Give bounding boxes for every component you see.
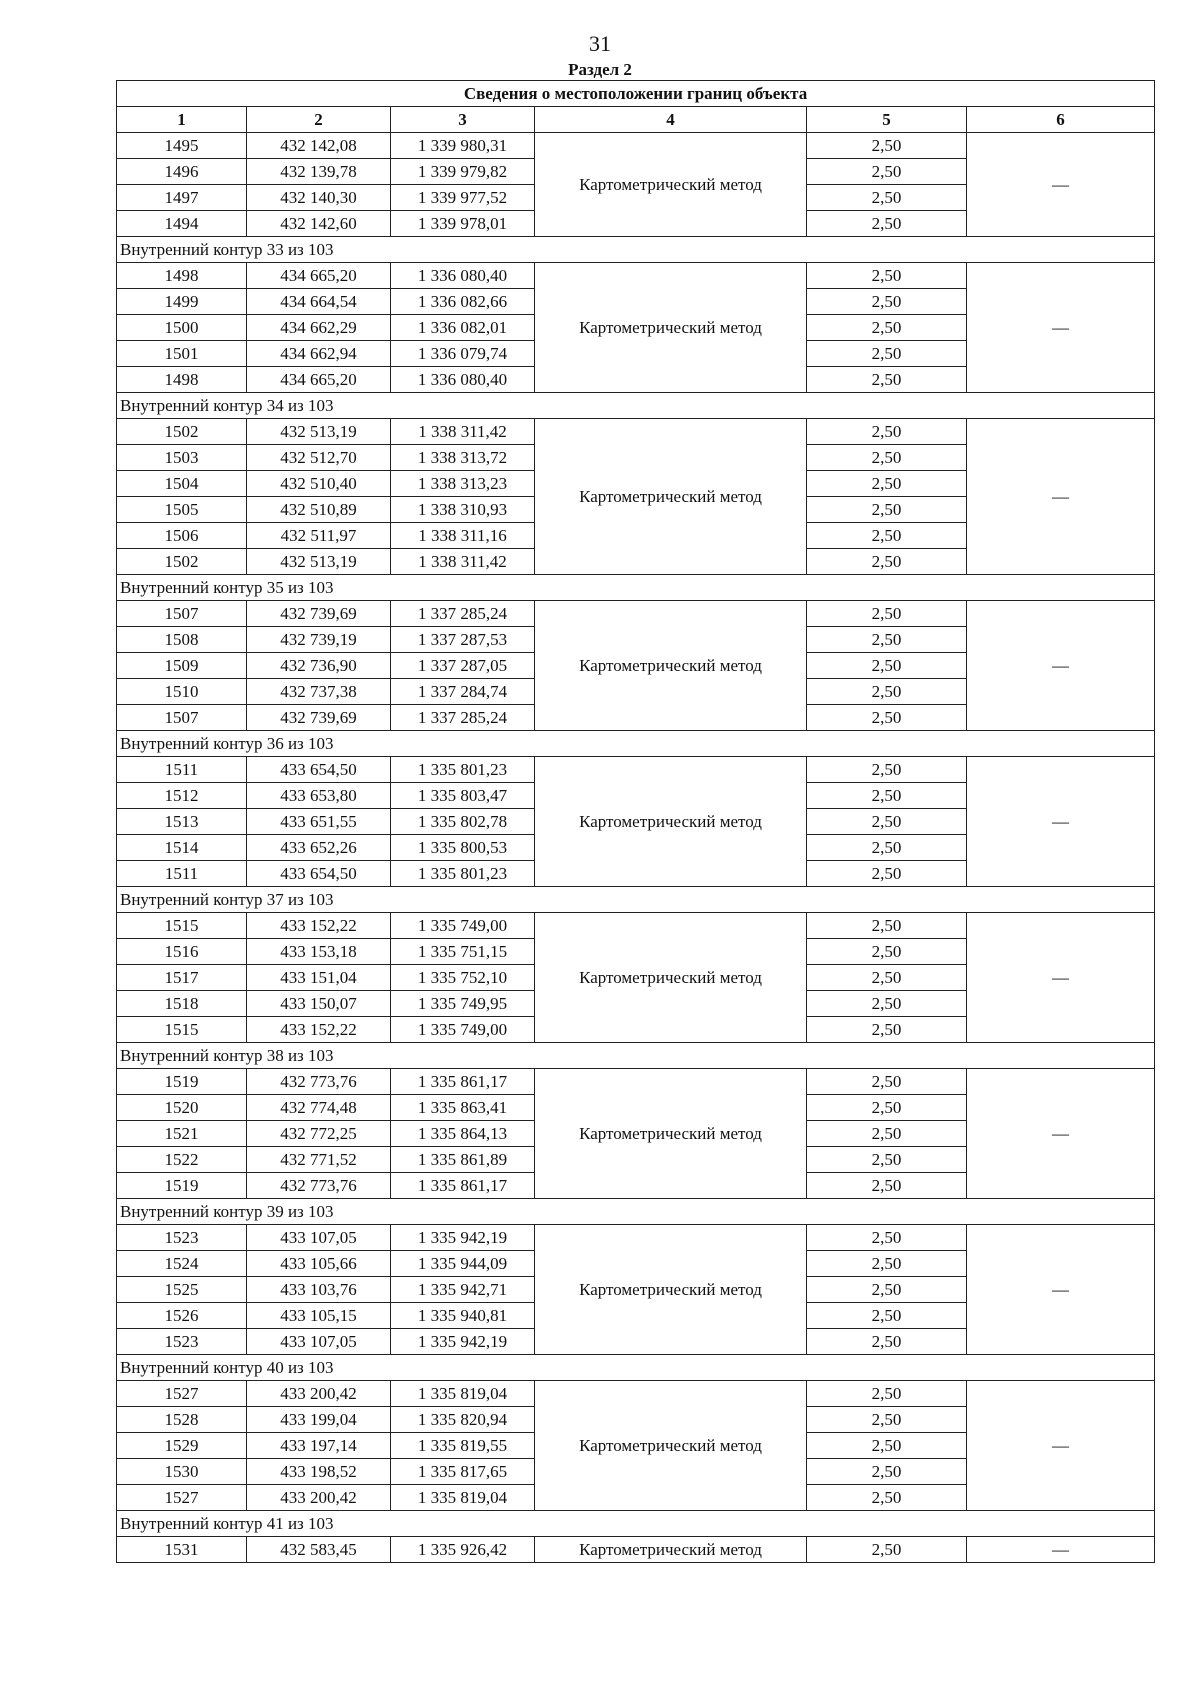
y-coordinate-cell: 1 335 800,53 bbox=[391, 835, 535, 861]
column-header: 6 bbox=[967, 107, 1155, 133]
accuracy-cell: 2,50 bbox=[807, 1381, 967, 1407]
contour-label: Внутренний контур 37 из 103 bbox=[117, 887, 1155, 913]
y-coordinate-cell: 1 335 819,04 bbox=[391, 1485, 535, 1511]
x-coordinate-cell: 433 105,66 bbox=[247, 1251, 391, 1277]
y-coordinate-cell: 1 336 079,74 bbox=[391, 341, 535, 367]
y-coordinate-cell: 1 338 311,42 bbox=[391, 419, 535, 445]
accuracy-cell: 2,50 bbox=[807, 1251, 967, 1277]
y-coordinate-cell: 1 338 311,16 bbox=[391, 523, 535, 549]
y-coordinate-cell: 1 336 080,40 bbox=[391, 263, 535, 289]
point-number-cell: 1496 bbox=[117, 159, 247, 185]
accuracy-cell: 2,50 bbox=[807, 835, 967, 861]
y-coordinate-cell: 1 335 752,10 bbox=[391, 965, 535, 991]
method-cell: Картометрический метод bbox=[535, 601, 807, 731]
dash-cell: — bbox=[967, 133, 1155, 237]
x-coordinate-cell: 433 151,04 bbox=[247, 965, 391, 991]
accuracy-cell: 2,50 bbox=[807, 367, 967, 393]
accuracy-cell: 2,50 bbox=[807, 445, 967, 471]
y-coordinate-cell: 1 335 942,19 bbox=[391, 1329, 535, 1355]
x-coordinate-cell: 433 105,15 bbox=[247, 1303, 391, 1329]
accuracy-cell: 2,50 bbox=[807, 705, 967, 731]
accuracy-cell: 2,50 bbox=[807, 653, 967, 679]
dash-cell: — bbox=[967, 757, 1155, 887]
point-number-cell: 1530 bbox=[117, 1459, 247, 1485]
method-cell: Картометрический метод bbox=[535, 1225, 807, 1355]
method-cell: Картометрический метод bbox=[535, 913, 807, 1043]
accuracy-cell: 2,50 bbox=[807, 263, 967, 289]
x-coordinate-cell: 433 651,55 bbox=[247, 809, 391, 835]
accuracy-cell: 2,50 bbox=[807, 211, 967, 237]
table-title-row bbox=[117, 81, 1155, 107]
y-coordinate-cell: 1 335 801,23 bbox=[391, 861, 535, 887]
y-coordinate-cell: 1 335 819,04 bbox=[391, 1381, 535, 1407]
accuracy-cell: 2,50 bbox=[807, 497, 967, 523]
y-coordinate-cell: 1 335 861,89 bbox=[391, 1147, 535, 1173]
y-coordinate-cell: 1 335 942,19 bbox=[391, 1225, 535, 1251]
x-coordinate-cell: 432 511,97 bbox=[247, 523, 391, 549]
x-coordinate-cell: 433 107,05 bbox=[247, 1329, 391, 1355]
table-body bbox=[117, 133, 1155, 1563]
column-header: 3 bbox=[391, 107, 535, 133]
point-number-cell: 1506 bbox=[117, 523, 247, 549]
column-header: 1 bbox=[117, 107, 247, 133]
x-coordinate-cell: 432 510,89 bbox=[247, 497, 391, 523]
x-coordinate-cell: 434 662,29 bbox=[247, 315, 391, 341]
point-number-cell: 1523 bbox=[117, 1329, 247, 1355]
point-number-cell: 1507 bbox=[117, 601, 247, 627]
dash-cell: — bbox=[967, 263, 1155, 393]
y-coordinate-cell: 1 335 749,00 bbox=[391, 1017, 535, 1043]
accuracy-cell: 2,50 bbox=[807, 679, 967, 705]
x-coordinate-cell: 432 139,78 bbox=[247, 159, 391, 185]
method-cell: Картометрический метод bbox=[535, 757, 807, 887]
column-header: 2 bbox=[247, 107, 391, 133]
column-header: 4 bbox=[535, 107, 807, 133]
x-coordinate-cell: 433 654,50 bbox=[247, 757, 391, 783]
x-coordinate-cell: 433 654,50 bbox=[247, 861, 391, 887]
y-coordinate-cell: 1 335 861,17 bbox=[391, 1173, 535, 1199]
x-coordinate-cell: 433 652,26 bbox=[247, 835, 391, 861]
y-coordinate-cell: 1 335 817,65 bbox=[391, 1459, 535, 1485]
contour-row bbox=[117, 1043, 1155, 1069]
y-coordinate-cell: 1 335 802,78 bbox=[391, 809, 535, 835]
x-coordinate-cell: 433 103,76 bbox=[247, 1277, 391, 1303]
point-number-cell: 1499 bbox=[117, 289, 247, 315]
accuracy-cell: 2,50 bbox=[807, 185, 967, 211]
accuracy-cell: 2,50 bbox=[807, 1225, 967, 1251]
y-coordinate-cell: 1 338 313,23 bbox=[391, 471, 535, 497]
point-number-cell: 1497 bbox=[117, 185, 247, 211]
accuracy-cell: 2,50 bbox=[807, 1095, 967, 1121]
x-coordinate-cell: 434 665,20 bbox=[247, 263, 391, 289]
y-coordinate-cell: 1 337 285,24 bbox=[391, 601, 535, 627]
contour-row bbox=[117, 1355, 1155, 1381]
accuracy-cell: 2,50 bbox=[807, 523, 967, 549]
accuracy-cell: 2,50 bbox=[807, 601, 967, 627]
table-row bbox=[117, 1225, 1155, 1251]
accuracy-cell: 2,50 bbox=[807, 627, 967, 653]
point-number-cell: 1531 bbox=[117, 1537, 247, 1563]
contour-label: Внутренний контур 40 из 103 bbox=[117, 1355, 1155, 1381]
y-coordinate-cell: 1 338 313,72 bbox=[391, 445, 535, 471]
y-coordinate-cell: 1 335 820,94 bbox=[391, 1407, 535, 1433]
y-coordinate-cell: 1 335 861,17 bbox=[391, 1069, 535, 1095]
table-row bbox=[117, 419, 1155, 445]
point-number-cell: 1502 bbox=[117, 549, 247, 575]
accuracy-cell: 2,50 bbox=[807, 289, 967, 315]
x-coordinate-cell: 433 198,52 bbox=[247, 1459, 391, 1485]
x-coordinate-cell: 433 199,04 bbox=[247, 1407, 391, 1433]
accuracy-cell: 2,50 bbox=[807, 159, 967, 185]
accuracy-cell: 2,50 bbox=[807, 1537, 967, 1563]
point-number-cell: 1517 bbox=[117, 965, 247, 991]
accuracy-cell: 2,50 bbox=[807, 1277, 967, 1303]
y-coordinate-cell: 1 335 749,95 bbox=[391, 991, 535, 1017]
accuracy-cell: 2,50 bbox=[807, 133, 967, 159]
point-number-cell: 1524 bbox=[117, 1251, 247, 1277]
contour-label: Внутренний контур 39 из 103 bbox=[117, 1199, 1155, 1225]
point-number-cell: 1505 bbox=[117, 497, 247, 523]
point-number-cell: 1509 bbox=[117, 653, 247, 679]
y-coordinate-cell: 1 339 979,82 bbox=[391, 159, 535, 185]
y-coordinate-cell: 1 337 284,74 bbox=[391, 679, 535, 705]
y-coordinate-cell: 1 337 287,53 bbox=[391, 627, 535, 653]
point-number-cell: 1527 bbox=[117, 1381, 247, 1407]
x-coordinate-cell: 432 771,52 bbox=[247, 1147, 391, 1173]
x-coordinate-cell: 432 772,25 bbox=[247, 1121, 391, 1147]
point-number-cell: 1507 bbox=[117, 705, 247, 731]
x-coordinate-cell: 432 739,19 bbox=[247, 627, 391, 653]
point-number-cell: 1523 bbox=[117, 1225, 247, 1251]
point-number-cell: 1512 bbox=[117, 783, 247, 809]
dash-cell: — bbox=[967, 1069, 1155, 1199]
y-coordinate-cell: 1 335 942,71 bbox=[391, 1277, 535, 1303]
y-coordinate-cell: 1 335 801,23 bbox=[391, 757, 535, 783]
point-number-cell: 1515 bbox=[117, 1017, 247, 1043]
table-row bbox=[117, 1069, 1155, 1095]
y-coordinate-cell: 1 335 819,55 bbox=[391, 1433, 535, 1459]
accuracy-cell: 2,50 bbox=[807, 991, 967, 1017]
section-title: Раздел 2 bbox=[568, 60, 632, 79]
contour-label: Внутренний контур 35 из 103 bbox=[117, 575, 1155, 601]
point-number-cell: 1501 bbox=[117, 341, 247, 367]
point-number-cell: 1519 bbox=[117, 1069, 247, 1095]
table-row bbox=[117, 263, 1155, 289]
accuracy-cell: 2,50 bbox=[807, 1407, 967, 1433]
x-coordinate-cell: 432 737,38 bbox=[247, 679, 391, 705]
table-row bbox=[117, 601, 1155, 627]
x-coordinate-cell: 433 107,05 bbox=[247, 1225, 391, 1251]
y-coordinate-cell: 1 336 082,01 bbox=[391, 315, 535, 341]
contour-label: Внутренний контур 38 из 103 bbox=[117, 1043, 1155, 1069]
point-number-cell: 1502 bbox=[117, 419, 247, 445]
x-coordinate-cell: 433 200,42 bbox=[247, 1485, 391, 1511]
x-coordinate-cell: 432 583,45 bbox=[247, 1537, 391, 1563]
x-coordinate-cell: 433 153,18 bbox=[247, 939, 391, 965]
y-coordinate-cell: 1 335 944,09 bbox=[391, 1251, 535, 1277]
method-cell: Картометрический метод bbox=[535, 1069, 807, 1199]
x-coordinate-cell: 432 773,76 bbox=[247, 1069, 391, 1095]
contour-row bbox=[117, 393, 1155, 419]
dash-cell: — bbox=[967, 913, 1155, 1043]
y-coordinate-cell: 1 337 285,24 bbox=[391, 705, 535, 731]
point-number-cell: 1516 bbox=[117, 939, 247, 965]
method-cell: Картометрический метод bbox=[535, 1537, 807, 1563]
dash-cell: — bbox=[967, 1381, 1155, 1511]
x-coordinate-cell: 432 142,60 bbox=[247, 211, 391, 237]
accuracy-cell: 2,50 bbox=[807, 471, 967, 497]
point-number-cell: 1518 bbox=[117, 991, 247, 1017]
accuracy-cell: 2,50 bbox=[807, 315, 967, 341]
x-coordinate-cell: 432 513,19 bbox=[247, 549, 391, 575]
y-coordinate-cell: 1 339 980,31 bbox=[391, 133, 535, 159]
y-coordinate-cell: 1 338 310,93 bbox=[391, 497, 535, 523]
point-number-cell: 1504 bbox=[117, 471, 247, 497]
contour-label: Внутренний контур 33 из 103 bbox=[117, 237, 1155, 263]
x-coordinate-cell: 434 664,54 bbox=[247, 289, 391, 315]
accuracy-cell: 2,50 bbox=[807, 783, 967, 809]
method-cell: Картометрический метод bbox=[535, 263, 807, 393]
method-cell: Картометрический метод bbox=[535, 133, 807, 237]
x-coordinate-cell: 432 736,90 bbox=[247, 653, 391, 679]
table-title: Сведения о местоположении границ объекта bbox=[117, 81, 1155, 107]
page-number: 31 bbox=[589, 31, 611, 56]
accuracy-cell: 2,50 bbox=[807, 1017, 967, 1043]
accuracy-cell: 2,50 bbox=[807, 1303, 967, 1329]
table-row bbox=[117, 133, 1155, 159]
point-number-cell: 1514 bbox=[117, 835, 247, 861]
point-number-cell: 1495 bbox=[117, 133, 247, 159]
point-number-cell: 1503 bbox=[117, 445, 247, 471]
column-header-row bbox=[117, 107, 1155, 133]
point-number-cell: 1522 bbox=[117, 1147, 247, 1173]
x-coordinate-cell: 432 142,08 bbox=[247, 133, 391, 159]
x-coordinate-cell: 432 512,70 bbox=[247, 445, 391, 471]
accuracy-cell: 2,50 bbox=[807, 965, 967, 991]
table-row bbox=[117, 757, 1155, 783]
point-number-cell: 1528 bbox=[117, 1407, 247, 1433]
x-coordinate-cell: 434 665,20 bbox=[247, 367, 391, 393]
y-coordinate-cell: 1 335 749,00 bbox=[391, 913, 535, 939]
point-number-cell: 1519 bbox=[117, 1173, 247, 1199]
contour-row bbox=[117, 575, 1155, 601]
accuracy-cell: 2,50 bbox=[807, 1069, 967, 1095]
y-coordinate-cell: 1 335 926,42 bbox=[391, 1537, 535, 1563]
dash-cell: — bbox=[967, 601, 1155, 731]
accuracy-cell: 2,50 bbox=[807, 1173, 967, 1199]
accuracy-cell: 2,50 bbox=[807, 549, 967, 575]
point-number-cell: 1511 bbox=[117, 861, 247, 887]
x-coordinate-cell: 432 513,19 bbox=[247, 419, 391, 445]
contour-label: Внутренний контур 36 из 103 bbox=[117, 731, 1155, 757]
dash-cell: — bbox=[967, 1225, 1155, 1355]
x-coordinate-cell: 434 662,94 bbox=[247, 341, 391, 367]
accuracy-cell: 2,50 bbox=[807, 1433, 967, 1459]
x-coordinate-cell: 432 140,30 bbox=[247, 185, 391, 211]
table-row bbox=[117, 1537, 1155, 1563]
x-coordinate-cell: 432 739,69 bbox=[247, 601, 391, 627]
point-number-cell: 1520 bbox=[117, 1095, 247, 1121]
accuracy-cell: 2,50 bbox=[807, 1121, 967, 1147]
table-row bbox=[117, 913, 1155, 939]
point-number-cell: 1498 bbox=[117, 263, 247, 289]
dash-cell: — bbox=[967, 419, 1155, 575]
point-number-cell: 1515 bbox=[117, 913, 247, 939]
point-number-cell: 1529 bbox=[117, 1433, 247, 1459]
contour-label: Внутренний контур 34 из 103 bbox=[117, 393, 1155, 419]
contour-label: Внутренний контур 41 из 103 bbox=[117, 1511, 1155, 1537]
y-coordinate-cell: 1 335 751,15 bbox=[391, 939, 535, 965]
x-coordinate-cell: 432 739,69 bbox=[247, 705, 391, 731]
accuracy-cell: 2,50 bbox=[807, 341, 967, 367]
accuracy-cell: 2,50 bbox=[807, 1485, 967, 1511]
dash-cell: — bbox=[967, 1537, 1155, 1563]
y-coordinate-cell: 1 335 803,47 bbox=[391, 783, 535, 809]
y-coordinate-cell: 1 335 940,81 bbox=[391, 1303, 535, 1329]
point-number-cell: 1511 bbox=[117, 757, 247, 783]
contour-row bbox=[117, 887, 1155, 913]
y-coordinate-cell: 1 338 311,42 bbox=[391, 549, 535, 575]
y-coordinate-cell: 1 339 977,52 bbox=[391, 185, 535, 211]
contour-row bbox=[117, 1511, 1155, 1537]
contour-row bbox=[117, 237, 1155, 263]
point-number-cell: 1513 bbox=[117, 809, 247, 835]
point-number-cell: 1498 bbox=[117, 367, 247, 393]
accuracy-cell: 2,50 bbox=[807, 939, 967, 965]
x-coordinate-cell: 433 152,22 bbox=[247, 1017, 391, 1043]
table-row bbox=[117, 1381, 1155, 1407]
point-number-cell: 1521 bbox=[117, 1121, 247, 1147]
accuracy-cell: 2,50 bbox=[807, 913, 967, 939]
boundary-table bbox=[116, 80, 1155, 1563]
accuracy-cell: 2,50 bbox=[807, 757, 967, 783]
method-cell: Картометрический метод bbox=[535, 419, 807, 575]
point-number-cell: 1494 bbox=[117, 211, 247, 237]
x-coordinate-cell: 433 200,42 bbox=[247, 1381, 391, 1407]
y-coordinate-cell: 1 335 863,41 bbox=[391, 1095, 535, 1121]
point-number-cell: 1500 bbox=[117, 315, 247, 341]
accuracy-cell: 2,50 bbox=[807, 861, 967, 887]
method-cell: Картометрический метод bbox=[535, 1381, 807, 1511]
accuracy-cell: 2,50 bbox=[807, 1459, 967, 1485]
y-coordinate-cell: 1 336 082,66 bbox=[391, 289, 535, 315]
point-number-cell: 1527 bbox=[117, 1485, 247, 1511]
y-coordinate-cell: 1 337 287,05 bbox=[391, 653, 535, 679]
x-coordinate-cell: 433 653,80 bbox=[247, 783, 391, 809]
accuracy-cell: 2,50 bbox=[807, 1329, 967, 1355]
x-coordinate-cell: 432 510,40 bbox=[247, 471, 391, 497]
accuracy-cell: 2,50 bbox=[807, 419, 967, 445]
x-coordinate-cell: 432 773,76 bbox=[247, 1173, 391, 1199]
y-coordinate-cell: 1 339 978,01 bbox=[391, 211, 535, 237]
point-number-cell: 1526 bbox=[117, 1303, 247, 1329]
accuracy-cell: 2,50 bbox=[807, 1147, 967, 1173]
y-coordinate-cell: 1 336 080,40 bbox=[391, 367, 535, 393]
accuracy-cell: 2,50 bbox=[807, 809, 967, 835]
point-number-cell: 1508 bbox=[117, 627, 247, 653]
x-coordinate-cell: 433 197,14 bbox=[247, 1433, 391, 1459]
y-coordinate-cell: 1 335 864,13 bbox=[391, 1121, 535, 1147]
contour-row bbox=[117, 731, 1155, 757]
contour-row bbox=[117, 1199, 1155, 1225]
x-coordinate-cell: 432 774,48 bbox=[247, 1095, 391, 1121]
x-coordinate-cell: 433 150,07 bbox=[247, 991, 391, 1017]
point-number-cell: 1510 bbox=[117, 679, 247, 705]
column-header: 5 bbox=[807, 107, 967, 133]
point-number-cell: 1525 bbox=[117, 1277, 247, 1303]
x-coordinate-cell: 433 152,22 bbox=[247, 913, 391, 939]
